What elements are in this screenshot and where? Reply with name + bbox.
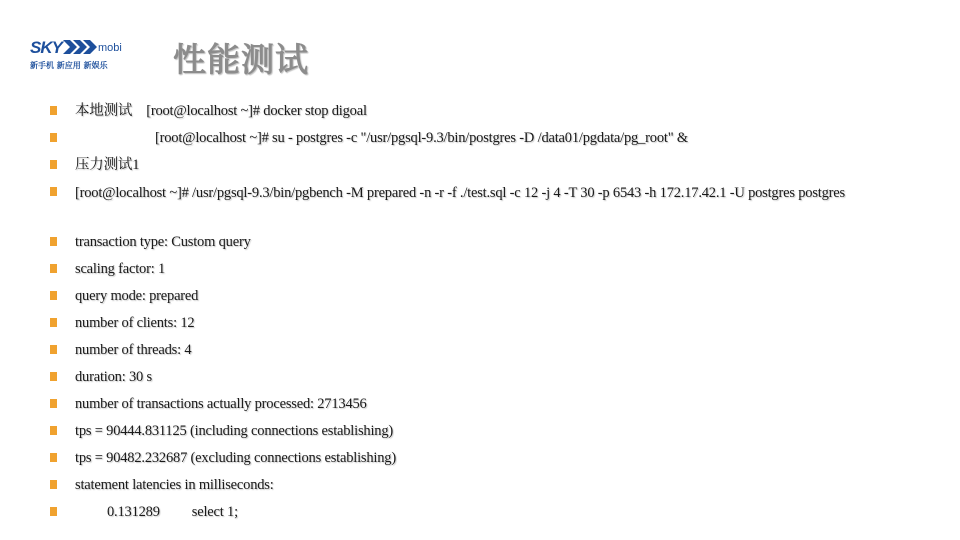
bullet-marker-icon [50, 160, 57, 169]
bullet-marker-icon [50, 399, 57, 408]
bullet-text [107, 502, 238, 522]
logo-text: SKY [30, 38, 62, 57]
latency-statement: select 1; [191, 504, 238, 520]
logo-suffix: mobi [97, 42, 122, 54]
bullet-marker-icon [50, 187, 57, 196]
bullet-text: tps = 90482.232687 (excluding connections establishing) [75, 450, 396, 466]
bullet-marker-icon [50, 237, 57, 246]
latency-value: 0.131289 [107, 504, 160, 520]
bullet-text: duration: 30 s [75, 369, 152, 385]
bullet-marker-icon [50, 345, 57, 354]
bullet-text: 压力测试1 [75, 157, 140, 173]
bullet-marker-icon [50, 106, 57, 115]
bullet-marker-icon [50, 291, 57, 300]
bullet-marker-icon [50, 507, 57, 516]
bullet-text: scaling factor: 1 [75, 261, 166, 277]
bullet-text: statement latencies in milliseconds: [75, 477, 274, 493]
bullet-marker-icon [50, 453, 57, 462]
logo-tagline: 新手机 新应用 新娱乐 [30, 61, 108, 70]
bullet-marker-icon [50, 133, 57, 142]
bullet-text: number of clients: 12 [75, 315, 195, 331]
bullet-text: tps = 90444.831125 (including connections establishing) [75, 423, 394, 439]
bullet-marker-icon [50, 426, 57, 435]
bullet-marker-icon [50, 264, 57, 273]
bullet-text: transaction type: Custom query [75, 234, 251, 250]
bullet-marker-icon [50, 318, 57, 327]
bullet-text: query mode: prepared [75, 288, 199, 304]
bullet-marker-icon [50, 480, 57, 489]
bullet-text: number of threads: 4 [75, 342, 192, 358]
slide-title: 性能测试 [173, 40, 309, 79]
bullet-text [75, 101, 367, 121]
bullet-text: [root@localhost ~]# su - postgres -c "/usr/pgsql-9.3/bin/postgres -D /data01/pgdata/pg_root" & [155, 130, 688, 146]
bullet-text: number of transactions actually processed: 2713456 [75, 396, 367, 412]
bullet-marker-icon [50, 372, 57, 381]
bullet-command: [root@localhost ~]# docker stop digoal [146, 103, 367, 119]
bullet-text: [root@localhost ~]# /usr/pgsql-9.3/bin/pgbench -M prepared -n -r -f ./test.sql -c 12 -j 4 -T 30 -p 6543 -h 172.17.42.1 -U postgres postgres [75, 185, 845, 201]
bullet-label: 本地测试 [75, 103, 133, 119]
